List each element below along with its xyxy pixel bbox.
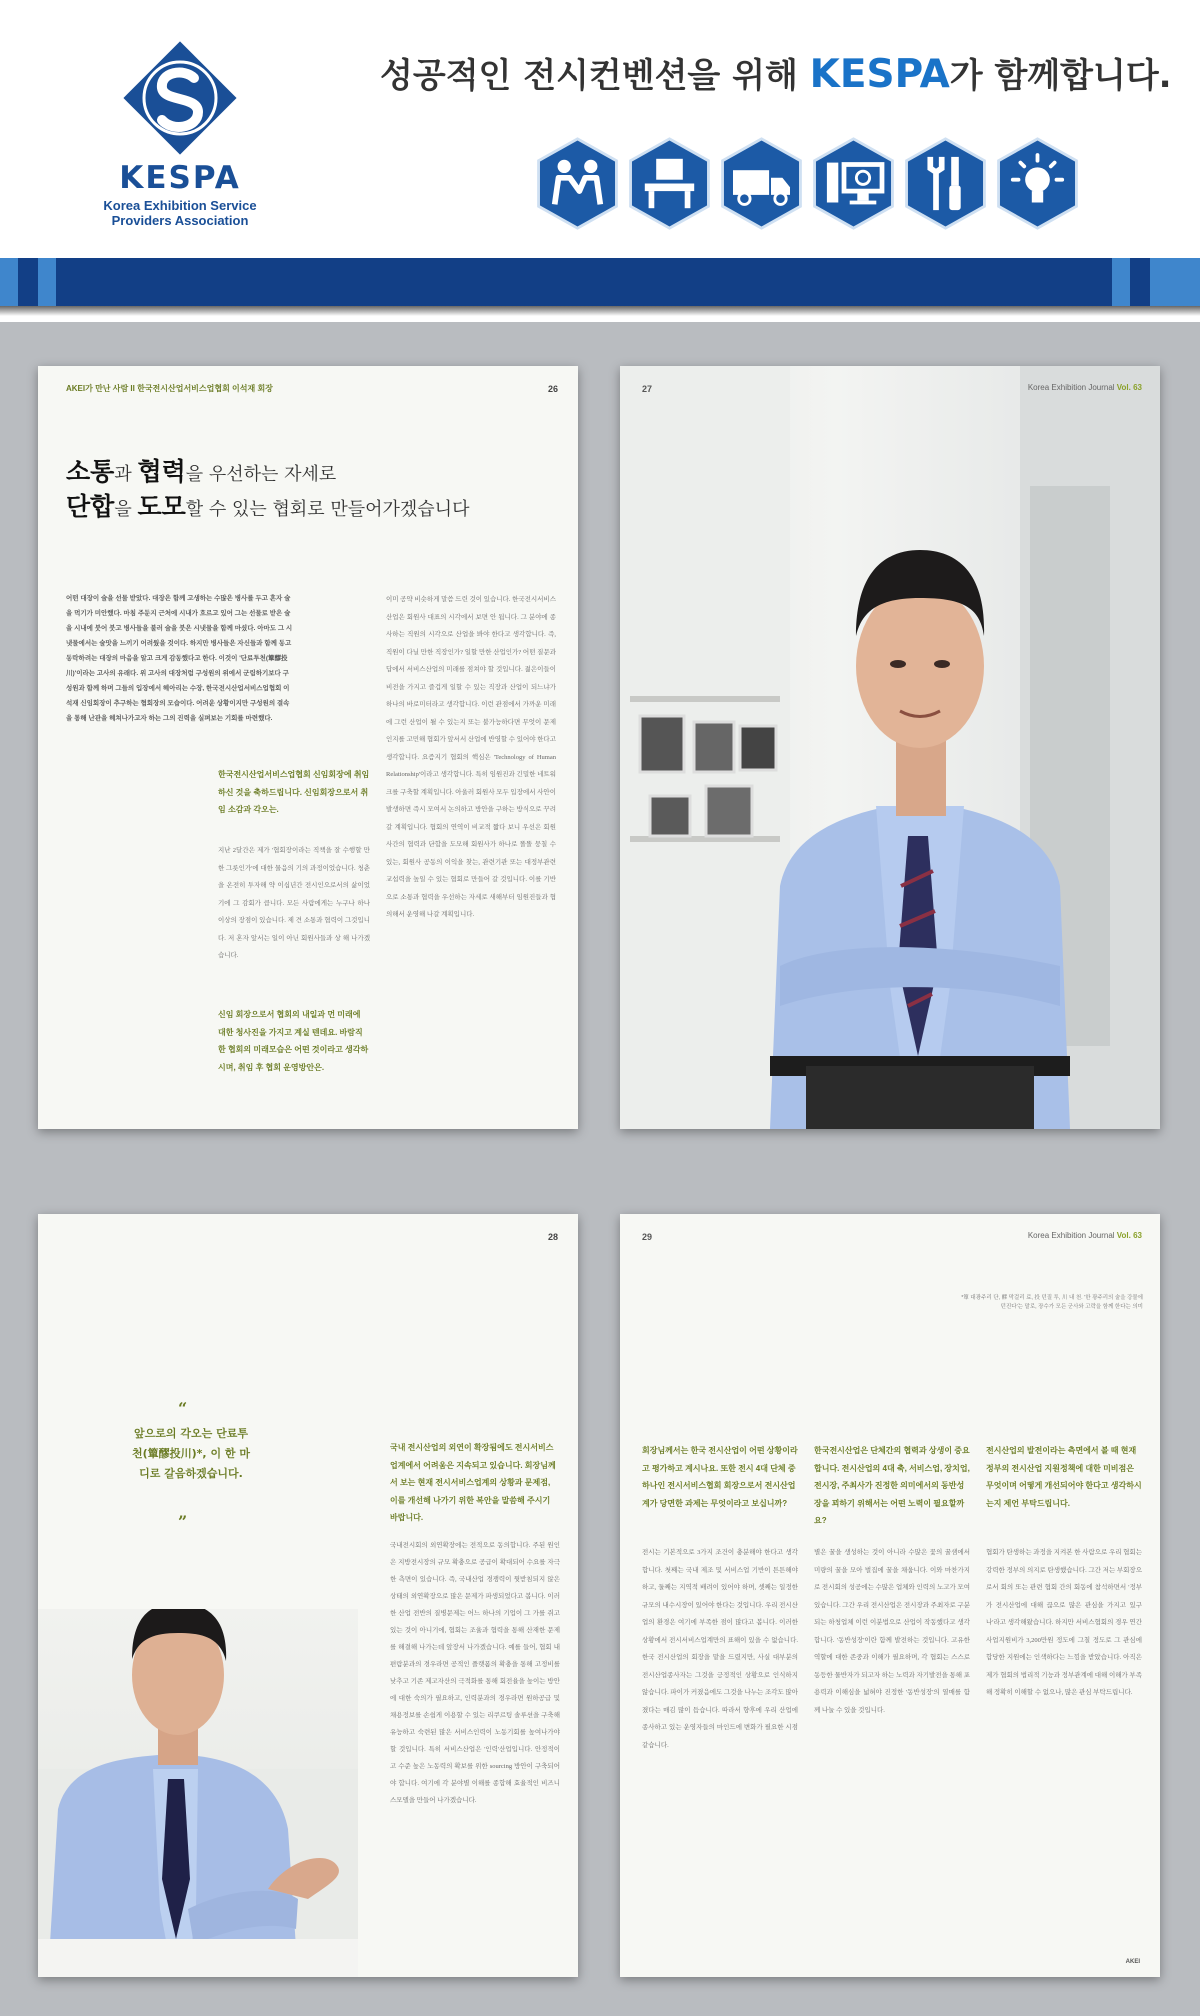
tools-icon: [898, 136, 993, 231]
title-word-1: 소통: [66, 457, 115, 486]
header-band: [0, 258, 1200, 306]
pull-quote: 앞으로의 각오는 단료투천(簞醪投川)*, 이 한 마디로 갈음하겠습니다.: [132, 1427, 250, 1480]
band-accent-left: [0, 258, 18, 306]
interview-column-3: 국내전시회의 외연확장에는 전적으로 동의합니다. 주된 원인은 지방전시장의 규모 확충으로 공급이 확대되어 수요를 자극한 측면이 있습니다. 즉, 국내산업 경쟁력이 뒷받침되지 않은 상태의 외연확장으로 많은 문제가 파생되었다고 봅니다. 이러한 산업 전반의 질병문제는 어느 하나의 기업이 그 가를 쥐고 있는 것이 아니기에, 협회는 조율과 협력을 통해 산재한 문제를 해결해 나가는데 앞장서 나가겠습니다. 예를 들어, 협회 내 편람분과의 경우라면 공적인 플랫폼의 확충을 통해 고정비를 낮추고 기존 제고자산의 극적화를 통해 회전율을 높이는 방안에 대한 숙의가 필요하고, 인력분과의 경우라면 원하공급 및 채용정보를 손쉽게 이용할 수 있는 리쿠르팅 솔루션을 구축해 유능하고 숙련된 많은 서비스인력이 노동기회를 높여나가야 할 것입니다. 특히 서비스산업은 '인력'산업입니다. 안정적이고 수준 높은 노동력의 확보를 위한 sourcing 방안이 구축되어야 합니다. 여기에 각 분야별 이해를 종합해 효율적인 비즈니스모델을 만들어 나가겠습니다.: [390, 1542, 560, 1804]
title-text-2: 을 우선하는 자세로: [185, 464, 337, 485]
interview-answer-5: 별은 꿀을 생성하는 것이 아니라 수많은 꽃의 꿀샘에서 미량의 꿀을 모아 벌집에 꿀을 채웁니다. 이와 마찬가지로 전시회의 성공에는 수많은 업체와 인력의 노고가 모여 있습니다. 그간 우리 전시산업은 전시장과 주최자로 구분되는 하청업체 이런 이분법으로 산업이 작동했다고 생각합니다. '동반성장'이란 함께 발전하는 것입니다. 고유한 역할에 대한 존중과 이해가 필요하며, 각 협회는 스스로 동등한 물반자가 되고자 하는 노력과 자기발전을 통해 포용력과 이해심을 넓혀야 진정한 '동반성장'의 열매를 함께 나눌 수 있을 것입니다.: [814, 1549, 970, 1714]
interview-question-2: 신임 회장으로서 협회의 내일과 먼 미래에 대한 청사진을 가지고 계실 텐데요. 바람직한 협회의 미래모습은 어떤 것이라고 생각하시며, 취임 후 협회 운영방안은.: [218, 1010, 369, 1072]
computer-monitor-icon: [806, 136, 901, 231]
quote-close-icon: ”: [178, 1512, 188, 1531]
journal-title: Korea Exhibition Journal: [1027, 1231, 1115, 1240]
kespa-logo[interactable]: [92, 40, 268, 230]
interview-answer-1: 지난 2달간은 제가 '협회장이라는 직책을 잘 수행할 만한 그릇인가'에 대한 물음의 기의 과정이었습니다. 청춘을 온전히 투자해 약 이십년간 전시인으로서의 삶이었기에 그 감회가 큽니다. 모든 사람에게는 누구나 하나 이상의 장점이 있습니다. 제 견 소통과 협력이 그것입니다. 저 혼자 앞서는 일이 아닌 회원사들과 상 해 나가겠습니다.: [218, 847, 370, 959]
article-title: [66, 456, 469, 526]
interview-question-5: 한국전시산업은 단체간의 협력과 상생이 중요합니다. 전시산업의 4대 축, 서비스업, 장치업, 전시장, 주최사가 진정한 의미에서의 동반성장을 꾀하기 위해서는 어떤 노력이 필요할까요?: [814, 1446, 970, 1525]
title-text-3: 을: [114, 499, 138, 520]
running-head: AKEI가 만난 사람 II 한국전시산업서비스업협회 이석재 회장: [66, 384, 273, 393]
interview-question-1: 한국전시산업서비스업협회 신임회장에 취임하신 것을 축하드립니다. 신임회장으로서 취임 소감과 각오는.: [218, 770, 370, 814]
magazine-page-28[interactable]: [38, 1214, 578, 1977]
band-accent-3: [1112, 258, 1130, 306]
band-accent-right: [1150, 258, 1200, 306]
service-icons: [530, 136, 1090, 236]
band-shadow: [0, 306, 1200, 316]
interview-question-4: 회장님께서는 한국 전시산업이 어떤 상황이라고 평가하고 계시나요. 또한 전시 4대 단체 중 하나인 전시서비스협회 회장으로서 전시산업계가 당면한 과제는 무엇이라고 보십니까?: [642, 1446, 798, 1508]
journal-name: [1028, 383, 1142, 392]
band-accent-2: [38, 258, 56, 306]
slogan-accent: KESPA: [809, 52, 950, 97]
journal-name: [1028, 1231, 1142, 1240]
title-word-2: 협력: [137, 457, 186, 486]
title-line-1: [66, 456, 469, 491]
logo-subtitle: [92, 198, 268, 228]
interview-question-3: 국내 전시산업의 외연이 확장됨에도 전시서비스업계에서 어려움은 지속되고 있습니다. 회장님께서 보는 현재 전시서비스업계의 상황과 문제점, 이를 개선해 나가기 위한 복안을 말씀해 주시기 바랍니다.: [390, 1443, 556, 1522]
magazine-page-29[interactable]: [620, 1214, 1160, 1977]
title-text-4: 할 수 있는 협회로 만들어가겠습니다: [185, 499, 470, 520]
title-line-2: [66, 491, 469, 526]
title-word-3: 단합: [66, 492, 115, 521]
interview-question-6: 전시산업의 발전이라는 측면에서 볼 때 현재 정부의 전시산업 지원정책에 대한 미비점은 무엇이며 어떻게 개선되어야 한다고 생각하시는지 제언 부탁드립니다.: [986, 1446, 1142, 1508]
handshake-icon: [530, 136, 625, 231]
interview-column-2: 이미 공약 비슷하게 말씀 드린 것이 있습니다. 한국전시서비스산업은 회원사 대표의 시각에서 보면 안 됩니다. 그 분야에 종사하는 직원의 시각으로 산업을 봐야 한다고 생각합니다. 즉, 직원이 다닐 만한 직장인가? 일할 만한 산업인가? 어떤 질문과 답에서 서비스산업의 미래를 점쳐야 할 것입니다. 젊은이들이 비전을 가지고 즐겁게 일할 수 있는 직장과 산업이 되느냐가 하나의 바로미터라고 생각합니다. 이런 관점에서 가까운 미래에 그런 산업이 될 수 있는지 또는 불가능하다면 무엇이 문제인지를 고민해 협회가 앞서서 산업에 반영할 수 있어야 한다고 생각합니다. 요즘지기 협회의 핵심은 'Technology of Human Relationship'이라고 생각합니다. 특히 임원진과 긴밀한 네트워크를 구축할 계획입니다. 아울러 회원사 모두 입장에서 사안이 발생하면 즉시 모여서 논의하고 방안을 구하는 방식으로 꾸려갈 계획입니다. 협회의 연역이 비교적 짧다 보니 우선은 회원사간의 협력과 단합을 도모해 회원사가 하나로 똘똘 뭉칠 수 있는, 회원사 공동의 이익을 찾는, 관련기관 또는 대정부관련 교섭력을 높일 수 있는 협회로 만들어 갈 것입니다. 이를 기반으로 소통과 협력을 우선하는 자세로 새해부터 임원진들과 협의해서 운영해 나갈 계획입니다.: [386, 596, 556, 918]
portrait-photo: [620, 366, 1160, 1129]
article-end-mark: AKEI: [1125, 1959, 1140, 1965]
logo-subtitle-line2: Providers Association: [111, 213, 249, 228]
site-header: [0, 0, 1200, 255]
logo-subtitle-line1: Korea Exhibition Service: [103, 198, 257, 213]
footnote-caption: *簞 대광주리 단, 醪 막걸리 료, 投 던질 투, 川 내 천. '한 광주리의 술을 강물에 던진다'는 말로, 장수가 모든 군사와 고락을 함께 한다는 의미: [961, 1295, 1143, 1310]
truck-icon: [714, 136, 809, 231]
lightbulb-icon: [990, 136, 1085, 231]
interview-answer-4: 전시는 기본적으로 3가지 조건이 충분해야 한다고 생각합니다. 첫째는 국내 제조 및 서비스업 기반이 튼튼해야 하고, 둘째는 지역적 배려이 있어야 하며, 셋째는 일정한 규모의 내수시장이 있어야 한다는 것입니다. 우리 전시산업의 환경은 여기에 부족한 점이 많다고 봅니다. 이러한 상황에서 전시서비스업계만의 표해이 있을 수 없습니다. 한국 전시산업의 회장을 맡을 드렸지만, 사실 대부분의 전시산업종사자는 그것을 긍정적인 상황으로 인식하지 않습니다. 파이가 커졌음에도 그것을 나누는 조각도 많아졌다는 매김 많이 듭습니다. 따라서 향후에 우리 산업에 종사하고 있는 운영자들의 마인드에 변화가 필요한 시점 같습니다.: [642, 1549, 798, 1749]
magazine-page-26[interactable]: [38, 366, 578, 1129]
interview-illustration: [38, 1609, 358, 1977]
page-number: 27: [642, 384, 653, 394]
portrait-illustration: [620, 366, 1160, 1129]
interview-photo: [38, 1609, 358, 1977]
page-number: 26: [547, 384, 558, 394]
title-word-4: 도모: [137, 492, 186, 521]
journal-title: Korea Exhibition Journal: [1027, 383, 1115, 392]
slogan-before: 성공적인 전시컨벤션을 위해: [380, 56, 810, 96]
journal-volume: Vol. 63: [1116, 1231, 1142, 1240]
slogan-after: 가 함께합니다.: [949, 56, 1172, 96]
page-number: 29: [642, 1232, 653, 1242]
journal-volume: Vol. 63: [1116, 383, 1142, 392]
quote-open-icon: “: [178, 1399, 188, 1418]
interview-answer-6: 협회가 탄생하는 과정을 지켜본 한 사람으로 우리 협회는 강력한 정부의 의지로 탄생했습니다. 그간 저는 부회장으로서 회의 또는 관련 협회 간의 회동에 참석하면서 '정부가 전시산업에 대해 끊으로 많은 관심을 가지고 있구나'라고 생각해왔습니다. 하지만 서비스협회의 경우 연간 사업지원비가 3,200만원 정도에 그칠 정도로 그 관심에 합당한 지원에는 인색하다는 느낌을 받았습니다. 아직은 제가 협회의 법리적 기능과 정부관계에 대해 이해가 부족해 정확히 이해할 수 없으나, 많은 관심 부탁드립니다.: [986, 1549, 1142, 1696]
kespa-logo-mark-icon: [122, 40, 238, 156]
magazine-page-27[interactable]: [620, 366, 1160, 1129]
logo-name: KESPA: [119, 160, 241, 196]
magazine-gallery: [0, 322, 1200, 2016]
article-lead: 어떤 대장이 술을 선물 받았다. 대장은 함께 고생하는 수많은 병사를 두고 혼자 술을 먹기가 미안했다. 마침 주둔지 근처에 시내가 흐르고 있어 그는 선물로 받은 술을 시내에 붓어 붓고 병사들을 불러 술을 붓은 시냇물을 함께 마셨다. 아마도 그 시냇물에서는 술맛을 느끼기 어려웠을 것이다. 하지만 병사들은 자신들과 함께 동고동락하려는 대장의 마음을 알고 크게 감동했다고 한다. 이것이 '단료투천(簞醪投川)'이라는 고사의 유래다. 위 고사의 대장처럼 구성원의 위에서 군림하기보다 구성원과 함께 하며 그들의 입장에서 헤아리는 수장, 한국전시산업서비스업협회 이석재 신임회장이 추구하는 협회장의 모습이다. 어려운 상황이지만 구성원의 결속을 통해 난관을 헤쳐나가고자 하는 그의 진력을 실펴보는 기회를 마련했다.: [66, 595, 293, 722]
desk-icon: [622, 136, 717, 231]
title-text-1: 과: [114, 464, 138, 485]
slogan: [380, 48, 1172, 97]
page-number: 28: [547, 1232, 558, 1242]
